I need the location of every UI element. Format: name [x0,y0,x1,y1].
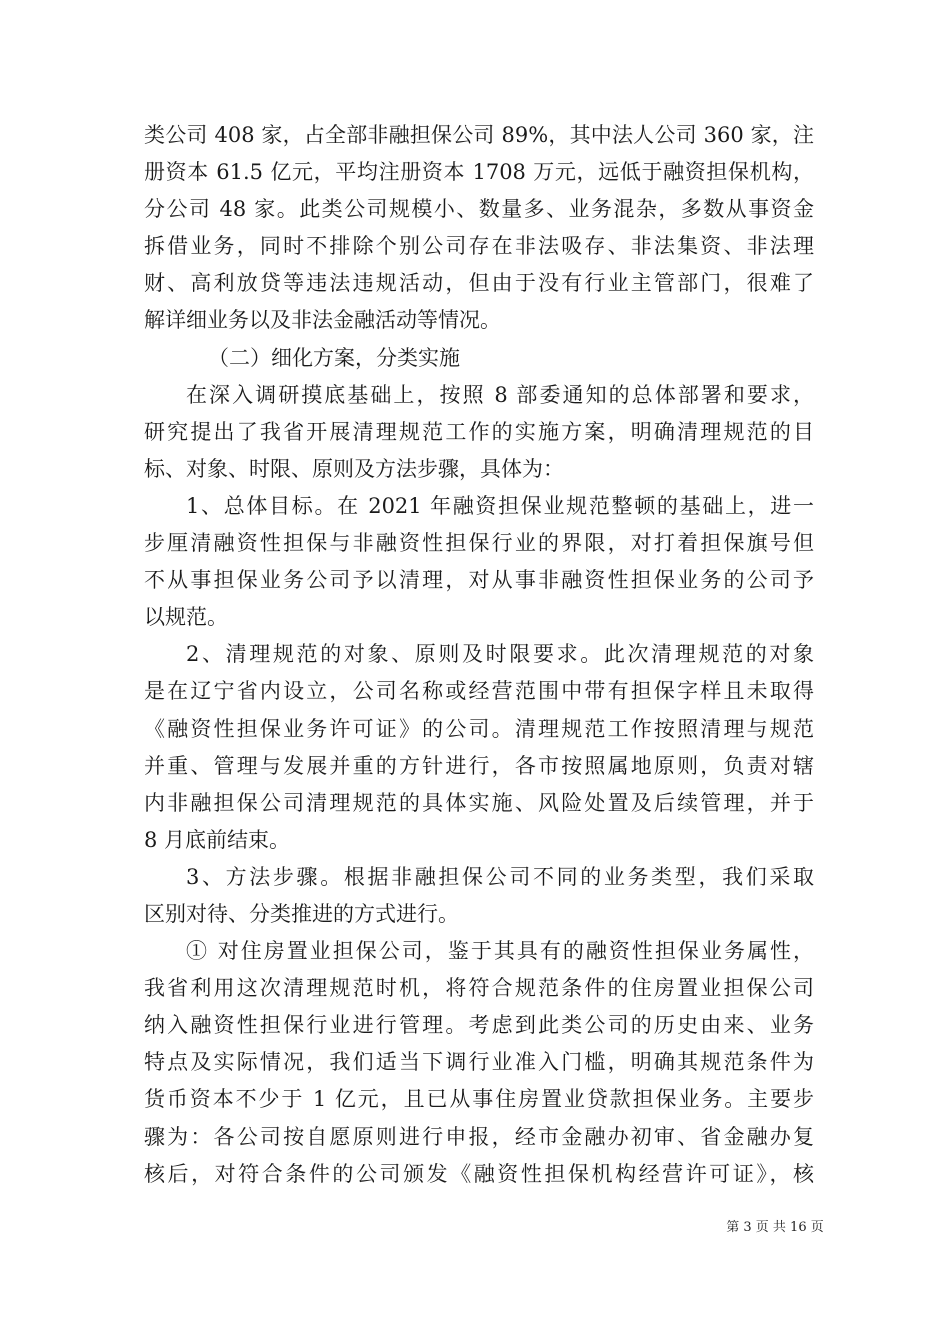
paragraph-line: 2、清理规范的对象、原则及时限要求。此次清理规范的对象 [186,642,814,667]
document-body [144,117,814,1193]
paragraph-line: 类公司 408 家，占全部非融担保公司 89%，其中法人公司 360 家，注 [144,123,814,147]
paragraph-line: 内非融担保公司清理规范的具体实施、风险处置及后续管理，并于 [144,790,814,815]
paragraph-line: 区别对待、分类推进的方式进行。 [144,901,459,926]
paragraph-line: 分公司 48 家。此类公司规模小、数量多、业务混杂，多数从事资金 [144,197,814,222]
paragraph-line: 8 月底前结束。 [144,827,291,852]
paragraph-line: 特点及实际情况，我们适当下调行业准入门槛，明确其规范条件为 [144,1050,814,1075]
paragraph-line: 不从事担保业务公司予以清理，对从事非融资性担保业务的公司予 [144,568,814,593]
paragraph-line: 研究提出了我省开展清理规范工作的实施方案，明确清理规范的目 [144,419,814,444]
page-footer [0,1216,950,1235]
paragraph-line: 是在辽宁省内设立，公司名称或经营范围中带有担保字样且未取得 [144,679,814,704]
paragraph-line: 财、高利放贷等违法违规活动，但由于没有行业主管部门，很难了 [144,271,814,296]
paragraph-line: ① 对住房置业担保公司，鉴于其具有的融资性担保业务属性， [186,939,814,964]
paragraph-line: 册资本 61.5 亿元，平均注册资本 1708 万元，远低于融资担保机构， [144,160,814,185]
paragraph-line: 骤为：各公司按自愿原则进行申报，经市金融办初审、省金融办复 [144,1124,814,1149]
page-number: 第 3 页 共 16 页 [726,1220,824,1235]
paragraph-line: 我省利用这次清理规范时机，将符合规范条件的住房置业担保公司 [144,976,814,1001]
paragraph-line: 核后，对符合条件的公司颁发《融资性担保机构经营许可证》，核 [144,1161,814,1186]
section-heading: （二）细化方案，分类实施 [208,345,460,370]
paragraph-line: 以规范。 [144,605,228,630]
paragraph-line: 在深入调研摸底基础上，按照 8 部委通知的总体部署和要求， [186,382,814,407]
paragraph-line: 步厘清融资性担保与非融资性担保行业的界限，对打着担保旗号但 [144,531,814,556]
paragraph-line: 1、总体目标。在 2021 年融资担保业规范整顿的基础上，进一 [186,493,814,518]
paragraph-line: 3、方法步骤。根据非融担保公司不同的业务类型，我们采取 [186,864,814,889]
paragraph-line: 并重、管理与发展并重的方针进行，各市按照属地原则，负责对辖 [144,753,814,778]
paragraph-line: 纳入融资性担保行业进行管理。考虑到此类公司的历史由来、业务 [144,1013,814,1038]
paragraph-line: 货币资本不少于 1 亿元，且已从事住房置业贷款担保业务。主要步 [144,1087,814,1112]
paragraph-line: 解详细业务以及非法金融活动等情况。 [144,308,501,333]
paragraph-line: 标、对象、时限、原则及方法步骤，具体为： [144,456,564,481]
paragraph-line: 《融资性担保业务许可证》的公司。清理规范工作按照清理与规范 [144,716,814,741]
paragraph-line: 拆借业务，同时不排除个别公司存在非法吸存、非法集资、非法理 [144,234,814,259]
